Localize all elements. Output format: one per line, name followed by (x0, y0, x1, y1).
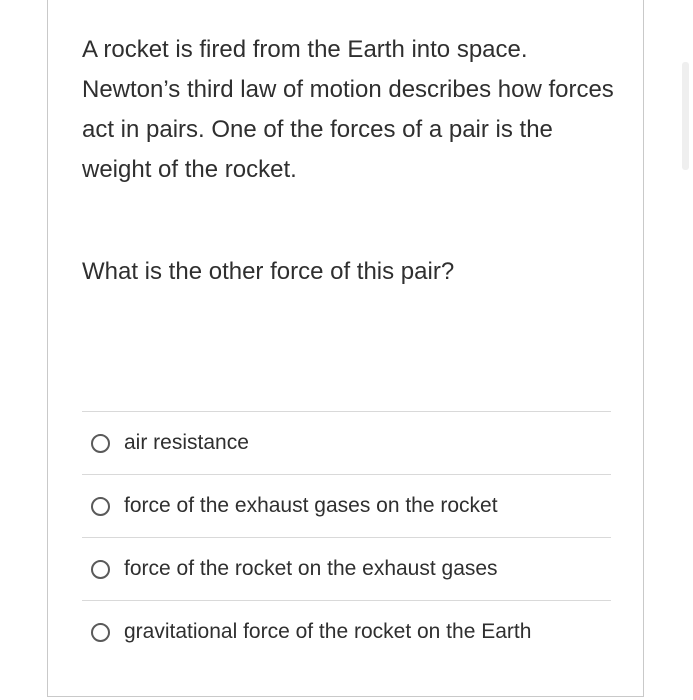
answer-option-exhaust-on-rocket[interactable] (82, 475, 611, 538)
answer-option-gravitational-force[interactable] (82, 601, 611, 664)
answer-option-label: gravitational force of the rocket on the Earth (124, 620, 532, 643)
radio-button-icon[interactable] (91, 434, 110, 453)
answer-options (82, 411, 611, 664)
answer-option-label: air resistance (124, 431, 249, 454)
answer-option-air-resistance[interactable] (82, 412, 611, 475)
radio-button-icon[interactable] (91, 623, 110, 642)
question-stem: A rocket is fired from the Earth into space. Newton’s third law of motion describes how forces act in pairs. One of the forces of a pair is the weight of the rocket. (82, 36, 614, 183)
answer-option-rocket-on-exhaust[interactable] (82, 538, 611, 601)
radio-button-icon[interactable] (91, 560, 110, 579)
scrollbar[interactable] (682, 62, 689, 170)
answer-option-label: force of the exhaust gases on the rocket (124, 494, 498, 517)
radio-button-icon[interactable] (91, 497, 110, 516)
answer-option-label: force of the rocket on the exhaust gases (124, 557, 498, 580)
question-prompt: What is the other force of this pair? (82, 258, 455, 285)
